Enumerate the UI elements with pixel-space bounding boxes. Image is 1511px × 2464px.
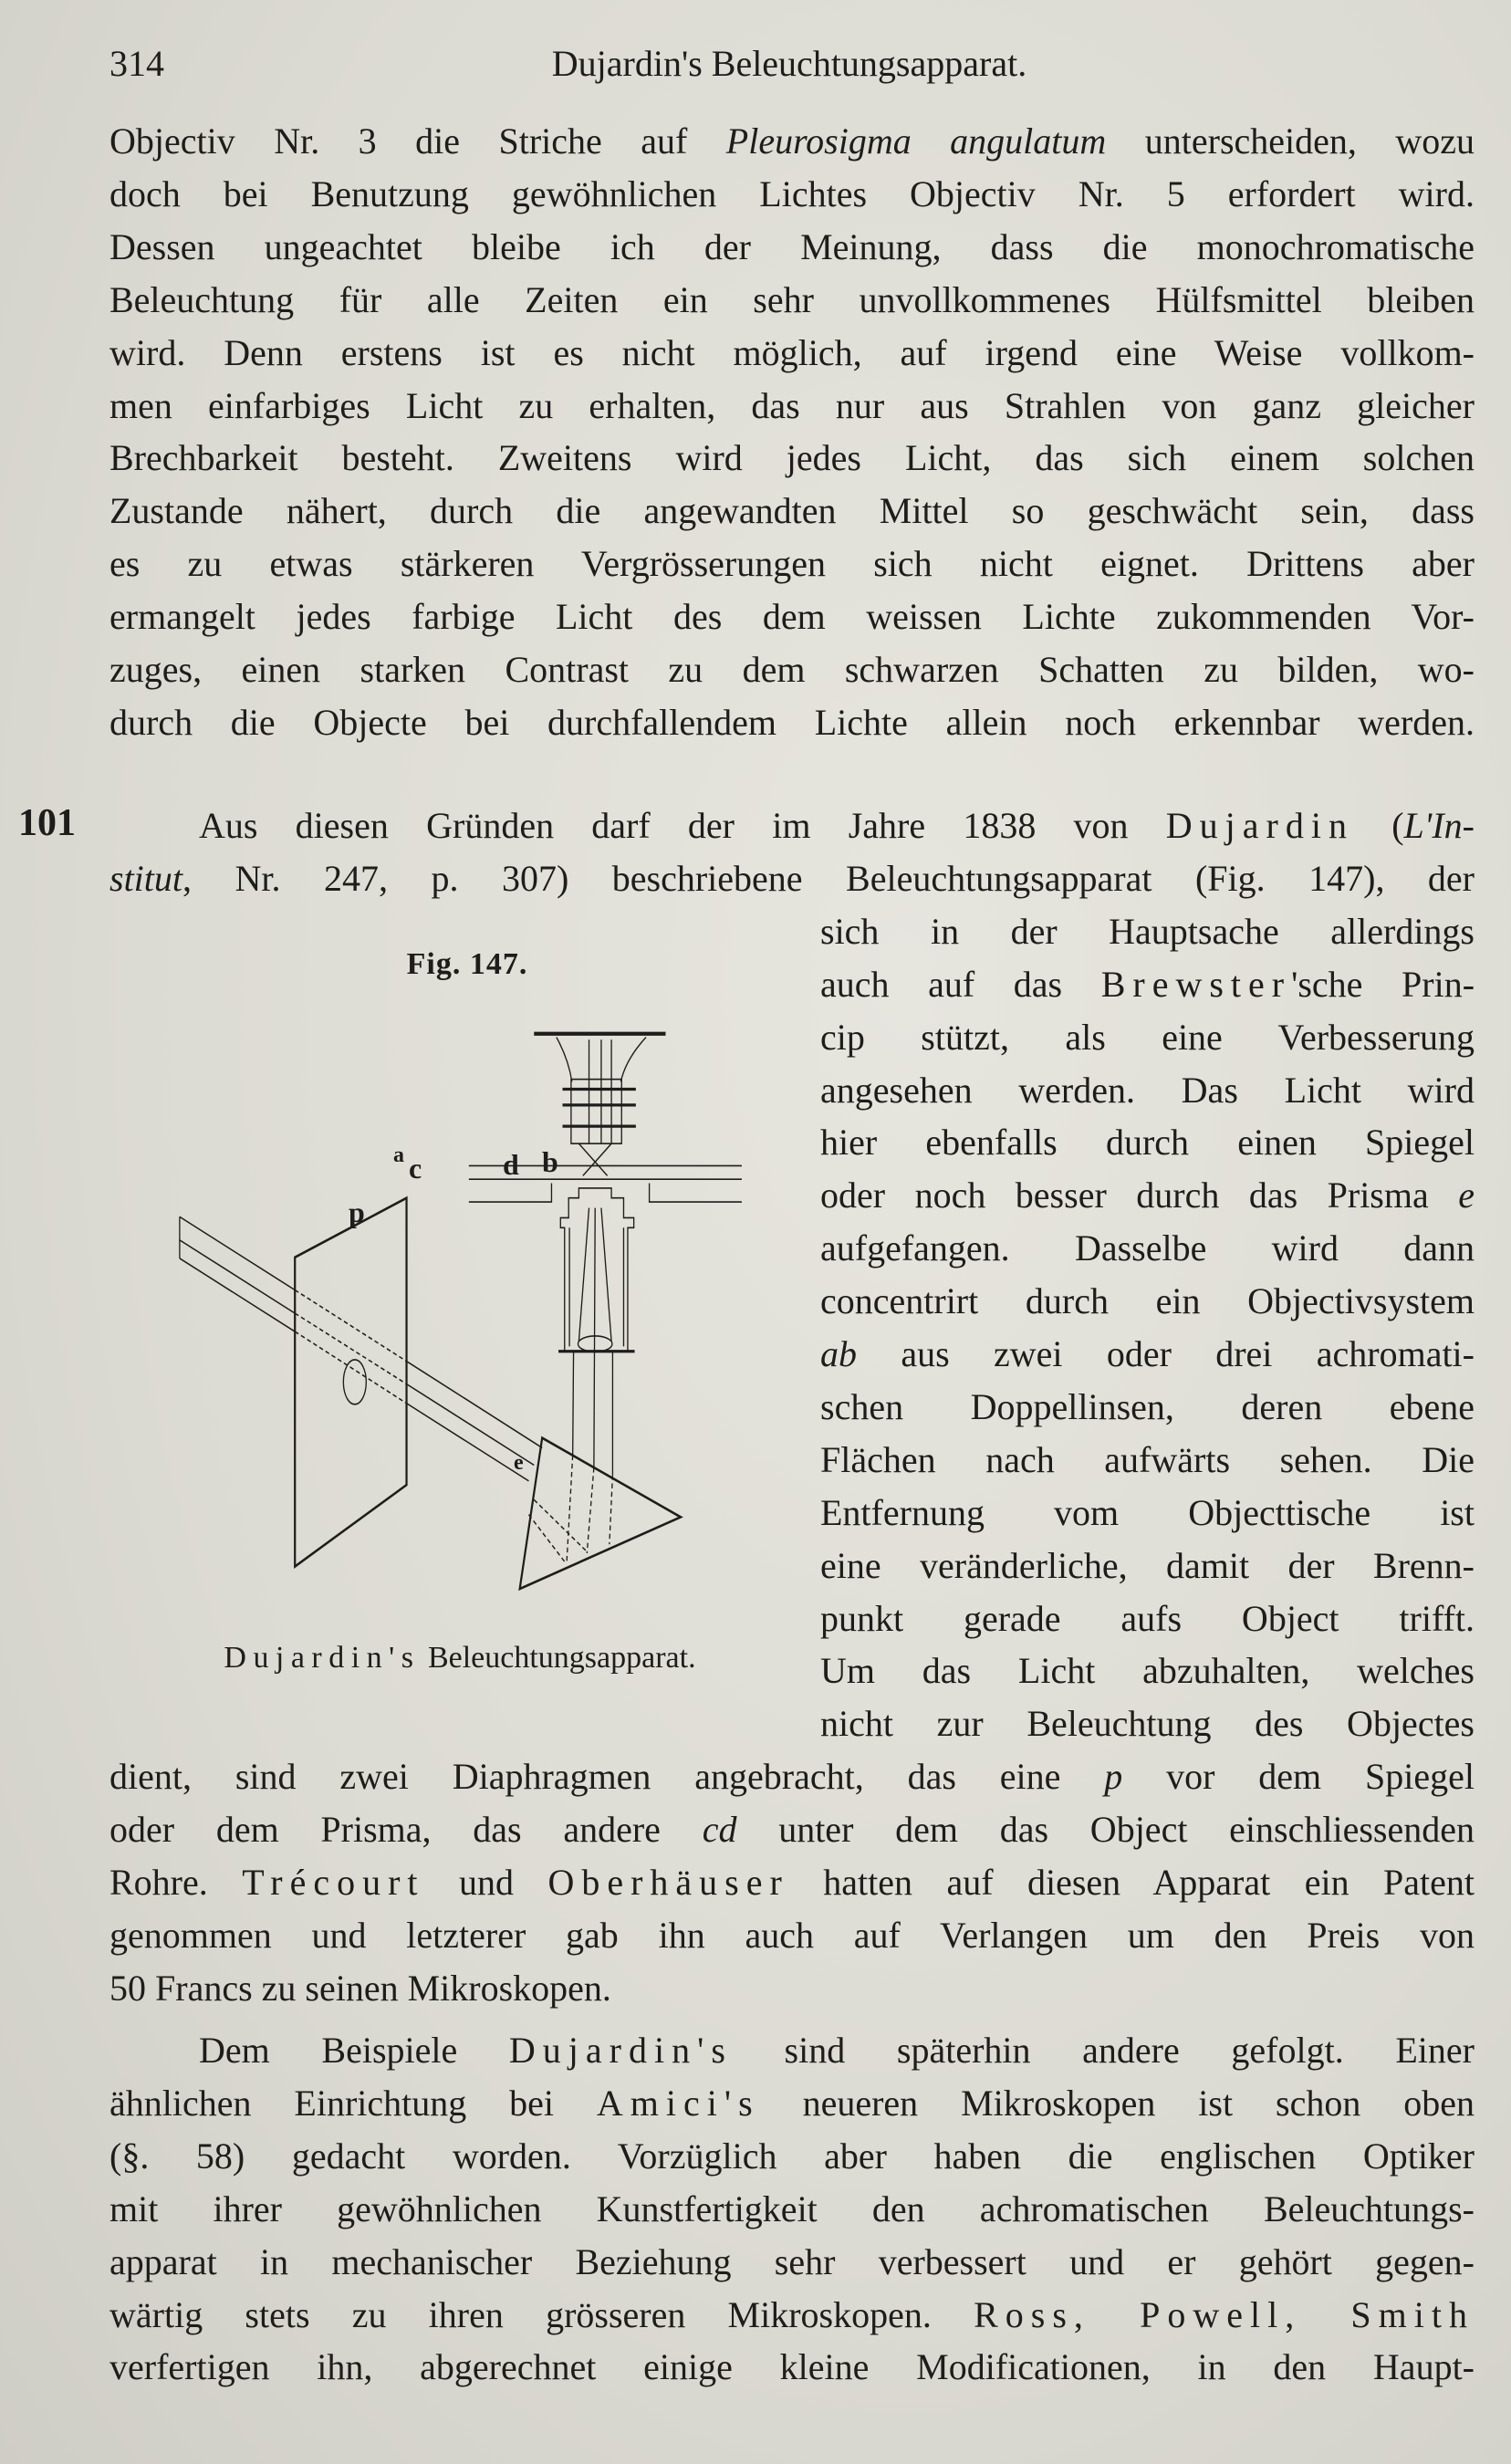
text-run: unterscheiden, wozu (1106, 120, 1475, 162)
condenser-tube (558, 1188, 634, 1352)
text-line (109, 1856, 1475, 1909)
label-b: b (542, 1145, 558, 1178)
text-line (199, 2024, 1475, 2077)
text-line (109, 538, 1475, 590)
figure-drawing (137, 931, 776, 1707)
text-line (109, 168, 1475, 221)
italic-text: ab (820, 1333, 857, 1374)
text-line (820, 1275, 1475, 1328)
text-run: verfertigen ihn, abgerechnet einige kleine Modificationen, in den Haupt- (109, 2346, 1475, 2388)
text-run: eine veränderliche, damit der Brenn- (820, 1544, 1475, 1586)
text-line (109, 643, 1475, 696)
text-line (109, 852, 1475, 905)
text-line (820, 1116, 1475, 1169)
text-run: dient, sind zwei Diaphragmen angebracht, das eine (109, 1756, 1105, 1798)
text-run: neueren Mikroskopen ist schon oben (759, 2082, 1475, 2124)
figure-caption (173, 1641, 746, 1676)
text-line (820, 1697, 1475, 1750)
caption-name: Dujardin's (224, 1641, 421, 1675)
spaced-name: Trécourt (242, 1862, 425, 1903)
text-run: Entfernung vom Objecttische ist (820, 1491, 1475, 1533)
text-run: punkt gerade aufs Object trifft. (820, 1597, 1475, 1639)
text-run: Brechbarkeit besteht. Zweitens wird jedes Licht, das sich einem solchen (109, 437, 1475, 479)
text-line (109, 696, 1475, 749)
text-run: wärtig stets zu ihren grösseren Mikroskopen. (109, 2293, 974, 2335)
text-run: angesehen werden. Das Licht wird (820, 1069, 1475, 1111)
text-run: men einfarbiges Licht zu erhalten, das nur aus Strahlen von ganz gleicher (109, 384, 1475, 426)
text-run: sich in der Hauptsache allerdings (820, 910, 1475, 952)
text-run: aus zwei oder drei achromati- (857, 1333, 1475, 1374)
text-run: wird. Denn erstens ist es nicht möglich, auf irgend eine Weise vollkom- (109, 331, 1475, 373)
figure-label: Fig. 147. (406, 947, 528, 981)
text-run: hatten auf diesen Apparat ein Patent (788, 1862, 1475, 1903)
text-line (109, 2077, 1475, 2130)
reflected-rays (567, 1456, 612, 1564)
text-run: , Nr. 247, p. 307) beschriebene Beleuchtungsapparat (Fig. 147), der (182, 857, 1475, 899)
text-line (109, 221, 1475, 274)
italic-text: Pleurosigma angulatum (725, 120, 1107, 162)
text-line (109, 1803, 1475, 1856)
text-line (109, 2183, 1475, 2236)
text-line (820, 1381, 1475, 1434)
text-run: Dem Beispiele (199, 2030, 509, 2071)
text-run: und (424, 1862, 548, 1903)
text-line (109, 2130, 1475, 2183)
prism (520, 1438, 681, 1589)
text-line (109, 2236, 1475, 2289)
spaced-name: Dujardin's (508, 2030, 733, 2071)
text-line (820, 958, 1475, 1011)
text-line (820, 1169, 1475, 1222)
text-line (109, 432, 1475, 485)
text-line (109, 590, 1475, 643)
text-line (820, 1644, 1475, 1697)
text-run: auch auf das (820, 963, 1101, 1005)
text-line (109, 1962, 1475, 2015)
text-run: vor dem Spiegel (1122, 1756, 1475, 1798)
diaphragm-aperture (343, 1360, 366, 1404)
text-line (820, 1328, 1475, 1381)
spaced-name: Ross, Powell, Smith (974, 2293, 1475, 2335)
text-line (820, 905, 1475, 958)
text-line (109, 327, 1475, 380)
spaced-name: Dujardin (1165, 805, 1354, 846)
label-a: a (393, 1143, 404, 1167)
text-run: Objectiv Nr. 3 die Striche auf (109, 120, 726, 162)
text-run: Dessen ungeachtet bleibe ich der Meinung, dass die monochromatische (109, 225, 1475, 267)
caption-title: Beleuchtungsapparat. (420, 1641, 696, 1675)
page-number: 314 (109, 43, 164, 84)
text-line (109, 380, 1475, 433)
text-line (820, 1222, 1475, 1275)
label-p: p (349, 1195, 365, 1228)
text-run: mit ihrer gewöhnlichen Kunstfertigkeit den achromatischen Beleuchtungs- (109, 2187, 1475, 2229)
text-line (109, 2289, 1475, 2342)
text-run: oder dem Prisma, das andere (109, 1809, 703, 1851)
text-run: Aus diesen Gründen darf der im Jahre 1838 von (199, 805, 1166, 846)
text-line (820, 1487, 1475, 1540)
text-line (109, 274, 1475, 327)
text-run: Beleuchtung für alle Zeiten ein sehr unvollkommenes Hülfsmittel bleiben (109, 278, 1475, 320)
text-line (109, 485, 1475, 538)
text-run: es zu etwas stärkeren Vergrösserungen sich nicht eignet. Drittens aber (109, 543, 1475, 585)
text-run: 'sche Prin- (1291, 963, 1475, 1005)
text-run: (§. 58) gedacht worden. Vorzüglich aber haben die englischen Optiker (109, 2135, 1475, 2177)
running-title: Dujardin's Beleuchtungsapparat. (551, 43, 1027, 84)
text-run: unter dem das Object einschliessenden (736, 1809, 1475, 1851)
text-line (820, 1434, 1475, 1487)
text-run: sind späterhin andere gefolgt. Einer (732, 2030, 1475, 2071)
spaced-name: Brewster (1100, 963, 1292, 1005)
text-line (199, 799, 1475, 852)
italic-text: p (1104, 1756, 1123, 1798)
text-run: genommen und letzterer gab ihn auch auf Verlangen um den Preis von (109, 1914, 1475, 1956)
label-c: c (409, 1152, 422, 1185)
text-run: Um das Licht abzuhalten, welches (820, 1650, 1475, 1692)
text-run: durch die Objecte bei durchfallendem Lichte allein noch erkennbar werden. (109, 701, 1475, 743)
text-run: doch bei Benutzung gewöhnlichen Lichtes Objectiv Nr. 5 erfordert wird. (109, 172, 1475, 214)
italic-text: cd (702, 1809, 737, 1851)
text-run: apparat in mechanischer Beziehung sehr verbessert und er gehört gegen- (109, 2240, 1475, 2282)
text-run: Zustande nähert, durch die angewandten Mittel so geschwächt sein, dass (109, 490, 1475, 532)
mirror-diaphragm (295, 1198, 406, 1567)
spaced-name: Oberhäuser (547, 1862, 789, 1903)
section-number: 101 (18, 802, 76, 844)
text-line (820, 1064, 1475, 1117)
light-beam (180, 1216, 587, 1561)
text-run: 50 Francs zu seinen Mikroskopen. (109, 1967, 611, 2009)
text-run: hier ebenfalls durch einen Spiegel (820, 1122, 1475, 1164)
figure-147-illumination-apparatus (137, 931, 776, 1707)
italic-text: stitut (109, 857, 183, 899)
text-line (820, 1592, 1475, 1645)
label-e: e (514, 1451, 524, 1475)
text-run: cip stützt, als eine Verbesserung (820, 1016, 1475, 1058)
text-line (109, 1750, 1475, 1803)
label-d: d (503, 1148, 519, 1181)
text-run: aufgefangen. Dasselbe wird dann (820, 1227, 1475, 1269)
text-run: nicht zur Beleuchtung des Objectes (820, 1703, 1475, 1745)
text-line (109, 2341, 1475, 2394)
text-line (109, 115, 1475, 168)
text-run: concentrirt durch ein Objectivsystem (820, 1280, 1475, 1322)
text-run: ermangelt jedes farbige Licht des dem weissen Lichte zukommenden Vor- (109, 596, 1475, 638)
text-line (820, 1011, 1475, 1064)
text-run: Flächen nach aufwärts sehen. Die (820, 1438, 1475, 1480)
spaced-name: Amici's (596, 2082, 760, 2124)
italic-text: e (1458, 1175, 1475, 1216)
text-line (820, 1540, 1475, 1592)
text-run: ( (1353, 805, 1404, 846)
text-run: ähnlichen Einrichtung bei (109, 2082, 597, 2124)
text-run: Rohre. (109, 1862, 243, 1903)
italic-text: L'In- (1403, 805, 1475, 846)
text-run: schen Doppellinsen, deren ebene (820, 1385, 1475, 1427)
text-line (109, 1909, 1475, 1962)
text-run: oder noch besser durch das Prisma (820, 1175, 1459, 1216)
text-run: zuges, einen starken Contrast zu dem schwarzen Schatten zu bilden, wo- (109, 649, 1475, 690)
